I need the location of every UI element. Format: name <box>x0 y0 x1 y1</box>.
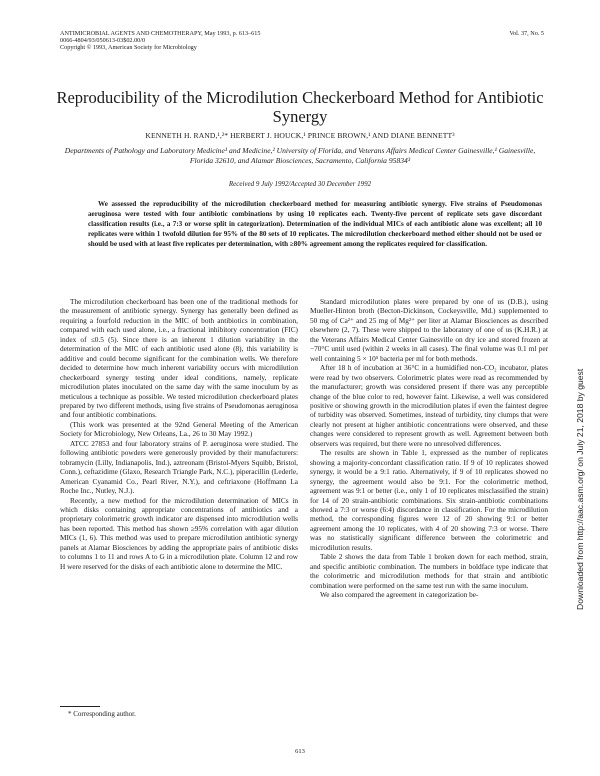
issn-line: 0066-4804/93/050613-03$02.00/0 <box>60 37 146 45</box>
body-paragraph: After 18 h of incubation at 36°C in a humidified non-CO₂ incubator, plates were read by two observers. Colorimetric plates were read as recommended by the manufacturer; growth was considered present if there was any perceptible change of the blue color to red, however faint. Likewise, a well was considered positive or showing growth in the microdilution plates if even the faintest degree of turbidity was observed. Sometimes, instead of turbidity, tiny clumps that were clearly not present at higher antibiotic concentrations were observed, and these changes were considered to represent growth as well. Agreement between both observers was required, but there were no unresolved differences. <box>310 363 548 448</box>
body-paragraph: The microdilution checkerboard has been one of the traditional methods for the measurement of antibiotic synergy. Synergy has generally been defined as requiring a fourfold reduction in the MIC of both antibiotics in combination, compared with each used alone, i.e., a fractional inhibitory concentration (FIC) index of ≤0.5 (5). Since there is an inherent 1 dilution variability in the determination of the MIC of each antibiotic used alone (8), this variability is additive and could become significant for the combination wells. We therefore decided to determine how much inherent variability occurs with microdilution checkerboard synergy testing under ideal conditions, namely, replicate microdilution plates inoculated on the same day with the same inoculum by as meticulous a technique as possible. We tested microdilution checkerboard plates prepared by two different methods, using five strains of Pseudomonas aeruginosa and four antibiotic combinations. <box>60 297 298 420</box>
body-paragraph: Standard microdilution plates were prepared by one of us (D.B.), using Mueller-Hinton broth (Becton-Dickinson, Cockeysville, Md.) supplemented to 50 mg of Ca²⁺ and 25 mg of Mg²⁺ per liter at Alamar Biosciences as described elsewhere (2, 7). These were shipped to the laboratory of one of us (K.H.R.) at the Veterans Affairs Medical Center Gainesville on dry ice and stored frozen at −70°C until used (within 2 weeks in all cases). The final volume was 0.1 ml per well containing 5 × 10⁵ bacteria per ml for both methods. <box>310 297 548 363</box>
volume-label: Vol. 37, No. 5 <box>509 30 544 37</box>
abstract <box>88 200 542 250</box>
affiliations: Departments of Pathology and Laboratory Medicine¹ and Medicine,² University of Florida, and Veterans Affairs Medical Center Gainesville,¹ Gainesville, Florida 32610, and Alamar Biosciences, Sacramento, California 95834³ <box>64 146 536 165</box>
body-column-right <box>310 297 548 600</box>
body-column-left <box>60 297 298 571</box>
body-paragraph: The results are shown in Table 1, expressed as the number of replicates showing a majority-concordant classification ratio. If 9 of 10 replicates showed synergy, it would be a 9:1 ratio. Alternatively, if 9 of 10 replicates showed no synergy, the agreement would also be 9:1. For the colorimetric method, agreement was 9:1 or better (i.e., only 1 of 10 replicates misclassified the strain) for 14 of 20 strain-antibiotic combinations. Six strain-antibiotic combinations showed a 7:3 or worse (6:4) discordance in classification. For the microdilution method, the corresponding figures were 12 of 20 showing 9:1 or better agreement among the 10 replicates, with 4 of 20 showing 7:3 or worse. There was no statistically significant difference between the colorimetric and microdilution results. <box>310 448 548 552</box>
journal-header <box>60 30 440 52</box>
body-paragraph: Recently, a new method for the microdilution determination of MICs in which disks containing appropriate concentrations of antibiotics and a proprietary colorimetric growth indicator are dispensed into microdilution wells has been reported. This method has shown ≥95% correlation with agar dilution MICs (1, 6). This method was used to prepare microdilution antibiotic synergy panels at Alamar Biosciences by adding the appropriate pairs of antibiotic disks to columns 1 to 11 and rows A to G in a microdilution plate. Column 12 and row H were reserved for the disks of each antibiotic alone to determine the MIC. <box>60 495 298 571</box>
body-paragraph: Table 2 shows the data from Table 1 broken down for each method, strain, and specific antibiotic combination. The numbers in boldface type indicate that the colorimetric and microdilution methods for that strain and antibiotic combination were performed on the same test run with the same inoculum. <box>310 552 548 590</box>
footnote: * Corresponding author. <box>68 710 136 718</box>
body-paragraph: ATCC 27853 and four laboratory strains of P. aeruginosa were studied. The following antibiotic powders were generously provided by their manufacturers: tobramycin (Lilly, Indianapolis, Ind.), aztreonam (Bristol-Myers Squibb, Bristol, Conn.), ceftazidime (Glaxo, Research Triangle Park, N.C.), piperacillin (Lederle, American Cyanamid Co., Pearl River, N.Y.), and ceftriaxone (Hoffmann La Roche Inc., Nutley, N.J.). <box>60 438 298 496</box>
received-dates: Received 9 July 1992/Accepted 30 December 1992 <box>228 180 372 188</box>
footnote-divider <box>60 706 100 707</box>
copyright-line: Copyright © 1993, American Society for Microbiology <box>60 44 197 52</box>
journal-citation-line: ANTIMICROBIAL AGENTS AND CHEMOTHERAPY, May 1993, p. 613–615 <box>60 30 261 37</box>
body-paragraph: We also compared the agreement in categorization be- <box>320 590 479 600</box>
abstract-text: We assessed the reproducibility of the microdilution checkerboard method for measuring antibiotic synergy. Five strains of Pseudomonas aeruginosa were tested with four antibiotic combinations by using 10 replicates each. Twenty-five percent of replicate sets gave discordant classification results (i.e., a 7:3 or worse split in categorization). Determination of the individual MICs of each antibiotic alone was excellent; all 10 replicates were within 1 twofold dilution for 95% of the 80 sets of 10 replicates. The microdilution checkerboard method either should not be used or should be used with at least five replicates per determination, with ≥80% agreement among the replicates required for classification. <box>88 200 542 248</box>
body-paragraph: (This work was presented at the 92nd General Meeting of the American Society for Microbiology, New Orleans, La., 26 to 30 May 1992.) <box>60 419 298 439</box>
page-number: 613 <box>295 748 305 755</box>
download-watermark[interactable]: Downloaded from http://aac.asm.org/ on July 21, 2018 by guest <box>575 368 585 610</box>
author-list: KENNETH H. RAND,¹,²* HERBERT J. HOUCK,¹ PRINCE BROWN,¹ AND DIANE BENNETT³ <box>145 131 455 140</box>
article-title: Reproducibility of the Microdilution Checkerboard Method for Antibiotic Synergy <box>56 88 544 126</box>
